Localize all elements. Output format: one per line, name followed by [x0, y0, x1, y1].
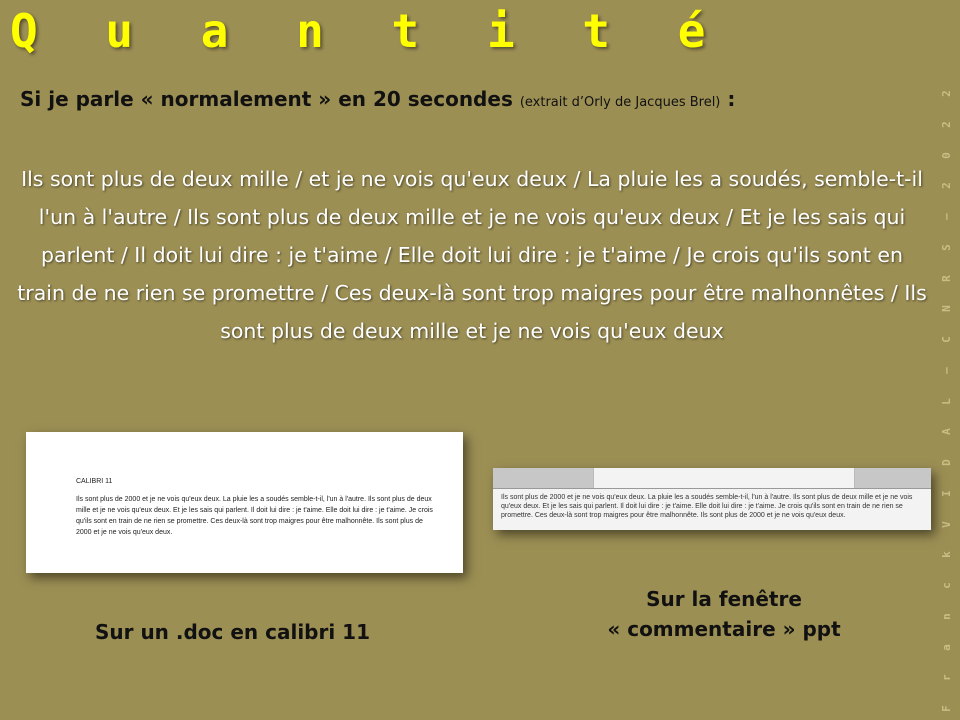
ppt-comment-screenshot: [493, 468, 931, 530]
doc-font-label: CALIBRI 11: [76, 478, 113, 485]
doc-screenshot: [26, 432, 463, 573]
ppt-tab: [593, 468, 855, 488]
doc-body-text: Ils sont plus de 2000 et je ne vois qu'eux deux. La pluie les a soudés semble-t-il, l'un à l'autre. Ils sont plus de deux mille et je ne vois qu'eux deux. Et je les sais qui parlent. Il doit lui dire : je t'aime. Elle doit lui dire : je t'aime. Je crois qu'ils sont en train de ne rien se promettre. Ces deux-là sont trop maigres pour être malhonnête. Ils sont plus de 2000 et je ne vois qu'eux deux.: [76, 496, 433, 536]
vertical-author-credit: 2 2 0 2 – S R N C – L A D I V k c n a r F: [939, 90, 953, 712]
caption-ppt-line2: « commentaire » ppt: [607, 617, 841, 641]
caption-doc: Sur un .doc en calibri 11: [94, 620, 371, 644]
ppt-toolbar: [493, 468, 931, 489]
slide-subtitle: [20, 87, 900, 111]
subtitle-colon: :: [727, 87, 736, 111]
caption-ppt-line1: Sur la fenêtre: [646, 587, 802, 611]
caption-ppt: [548, 584, 900, 644]
poem-text: Ils sont plus de deux mille / et je ne vois qu'eux deux / La pluie les a soudés, semble-t-il l'un à l'autre / Ils sont plus de deux mille et je ne vois qu'eux deux / Et je les sais qui parlent / Il doit lui dire : je t'aime / Elle doit lui dire : je t'aime / Je crois qu'ils sont en train de ne rien se promettre / Ces deux-là sont trop maigres pour être malhonnêtes / Ils sont plus de deux mille et je ne vois qu'eux deux: [17, 167, 927, 343]
subtitle-main: Si je parle « normalement » en 20 secondes: [20, 87, 513, 111]
ppt-comment-text: Ils sont plus de 2000 et je ne vois qu'eux deux. La pluie les a soudés semble-t-il, l'un à l'autre. Ils sont plus de deux mille et je ne vois qu'eux deux. Et je les sais qui parlent. Il doit lui dire : je t'aime. Elle doit lui dire : je t'aime. Je crois qu'ils sont en train de ne rien se promettre. Ces deux-là sont trop maigres pour être malhonnête. Ils sont plus de 2000 et je ne vois qu'eux deux.: [501, 494, 913, 519]
subtitle-source: (extrait d’Orly de Jacques Brel): [519, 95, 721, 110]
slide-title: Q u a n t i t é: [10, 4, 726, 58]
